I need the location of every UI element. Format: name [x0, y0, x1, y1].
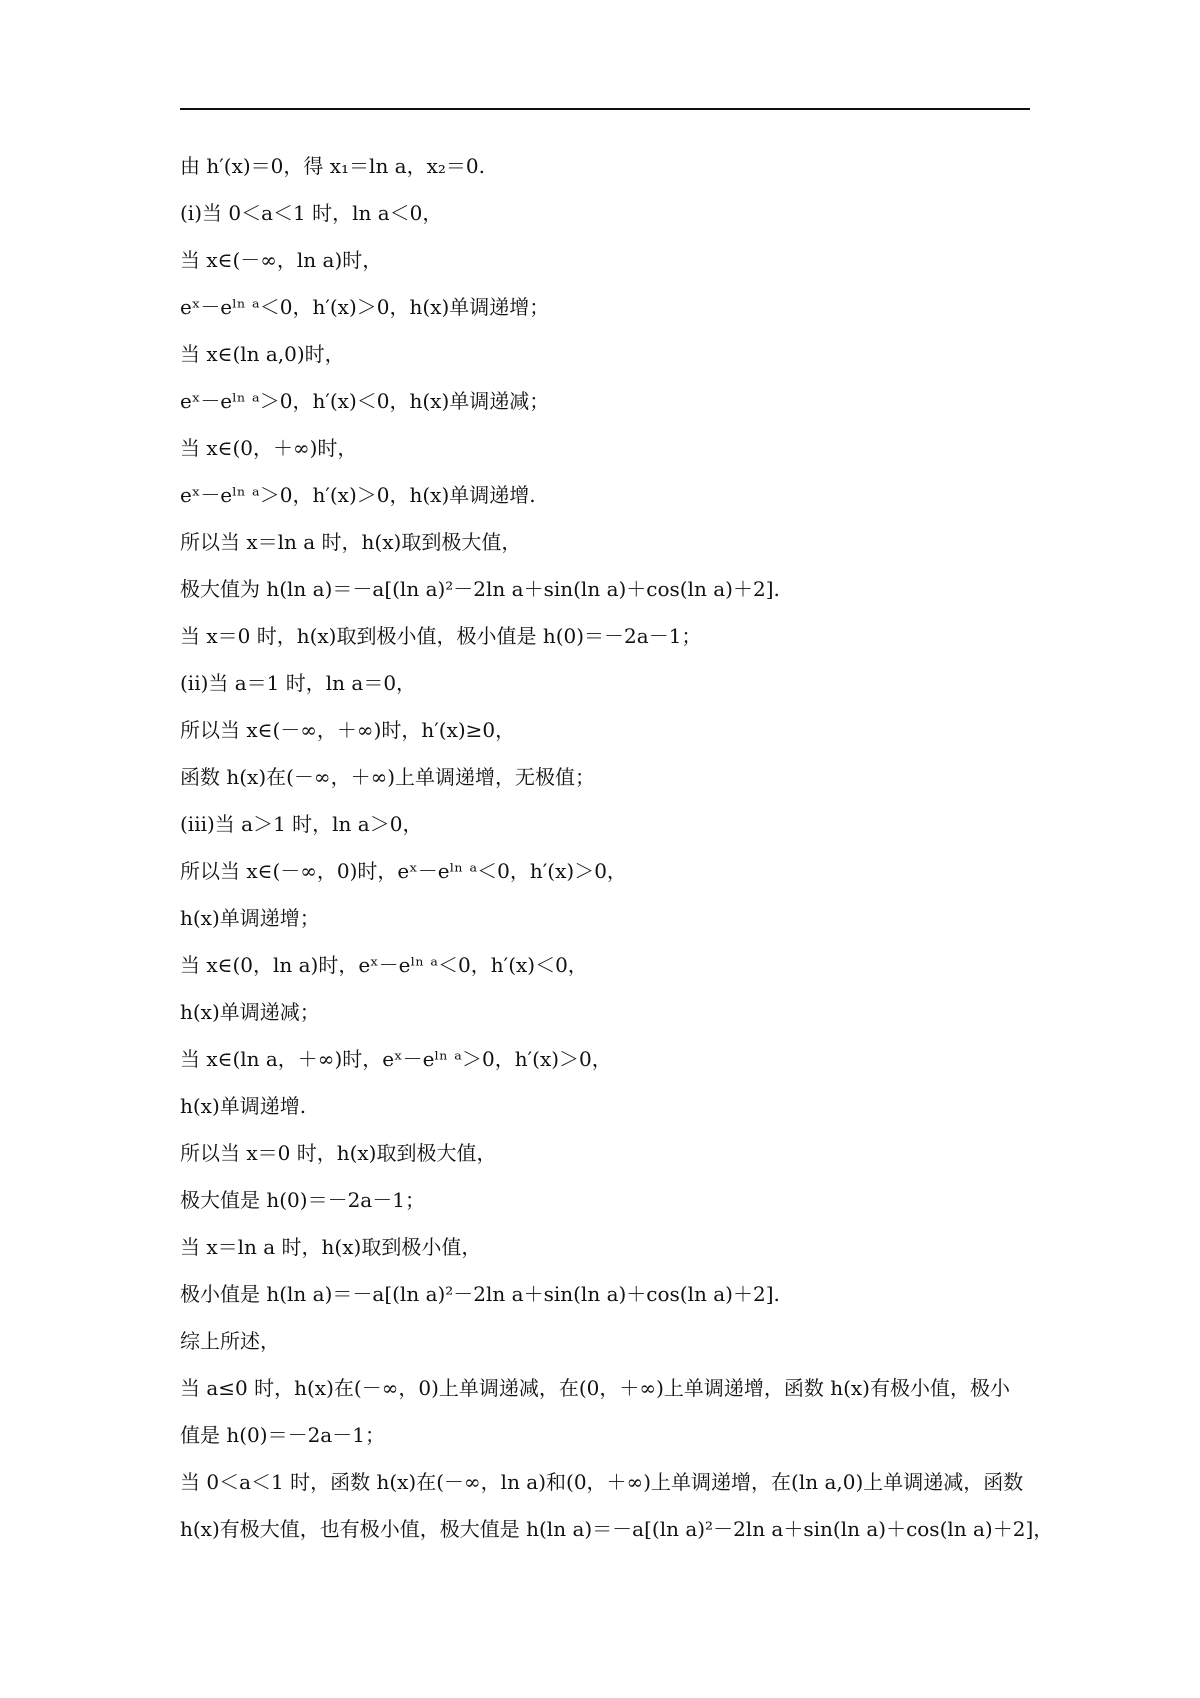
- text-line: 综上所述，: [180, 1329, 280, 1353]
- text-line: eˣ－eˡⁿ ᵃ＜0，h′(x)＞0，h(x)单调递增；: [180, 295, 550, 319]
- text-line: 所以当 x∈(－∞，0)时，eˣ－eˡⁿ ᵃ＜0，h′(x)＞0，: [180, 859, 627, 883]
- text-line: 当 x∈(ln a，＋∞)时，eˣ－eˡⁿ ᵃ＞0，h′(x)＞0，: [180, 1047, 612, 1071]
- text-line: h(x)单调递增.: [180, 1094, 307, 1118]
- text-line: 极大值为 h(ln a)＝－a[(ln a)²－2ln a＋sin(ln a)＋cos(ln a)＋2].: [180, 577, 780, 601]
- text-line: (iii)当 a＞1 时，ln a＞0，: [180, 812, 423, 836]
- text-line: 当 x∈(ln a,0)时，: [180, 342, 345, 366]
- text-line: 值是 h(0)＝－2a－1；: [180, 1423, 385, 1447]
- text-line: 所以当 x∈(－∞，＋∞)时，h′(x)≥0，: [180, 718, 516, 742]
- text-line: 当 0＜a＜1 时，函数 h(x)在(－∞，ln a)和(0，＋∞)上单调递增，在(ln a,0)上单调递减，函数: [180, 1470, 1024, 1494]
- text-line: 极小值是 h(ln a)＝－a[(ln a)²－2ln a＋sin(ln a)＋cos(ln a)＋2].: [180, 1282, 780, 1306]
- text-line: 当 a≤0 时，h(x)在(－∞，0)上单调递减，在(0，＋∞)上单调递增，函数 h(x)有极小值，极小: [180, 1376, 1010, 1400]
- text-line: (i)当 0＜a＜1 时，ln a＜0，: [180, 201, 443, 225]
- text-line: 当 x∈(0，＋∞)时，: [180, 436, 358, 460]
- text-line: 当 x∈(0，ln a)时，eˣ－eˡⁿ ᵃ＜0，h′(x)＜0，: [180, 953, 588, 977]
- text-line: eˣ－eˡⁿ ᵃ＞0，h′(x)＜0，h(x)单调递减；: [180, 389, 550, 413]
- text-line: h(x)单调递减；: [180, 1000, 320, 1024]
- text-line: 当 x＝0 时，h(x)取到极小值，极小值是 h(0)＝－2a－1；: [180, 624, 702, 648]
- text-line: 函数 h(x)在(－∞，＋∞)上单调递增，无极值；: [180, 765, 596, 789]
- text-line: 由 h′(x)＝0，得 x₁＝ln a，x₂＝0.: [180, 154, 485, 178]
- text-line: 所以当 x＝0 时，h(x)取到极大值，: [180, 1141, 497, 1165]
- document-body: [180, 150, 1054, 1560]
- text-line: eˣ－eˡⁿ ᵃ＞0，h′(x)＞0，h(x)单调递增.: [180, 483, 536, 507]
- text-line: h(x)有极大值，也有极小值，极大值是 h(ln a)＝－a[(ln a)²－2ln a＋sin(ln a)＋cos(ln a)＋2]，: [180, 1517, 1054, 1541]
- text-line: 所以当 x＝ln a 时，h(x)取到极大值，: [180, 530, 522, 554]
- text-line: 极大值是 h(0)＝－2a－1；: [180, 1188, 425, 1212]
- text-line: 当 x＝ln a 时，h(x)取到极小值，: [180, 1235, 482, 1259]
- header-rule: [180, 108, 1030, 110]
- text-line: (ii)当 a＝1 时，ln a＝0，: [180, 671, 417, 695]
- text-line: h(x)单调递增；: [180, 906, 320, 930]
- text-line: 当 x∈(－∞，ln a)时，: [180, 248, 383, 272]
